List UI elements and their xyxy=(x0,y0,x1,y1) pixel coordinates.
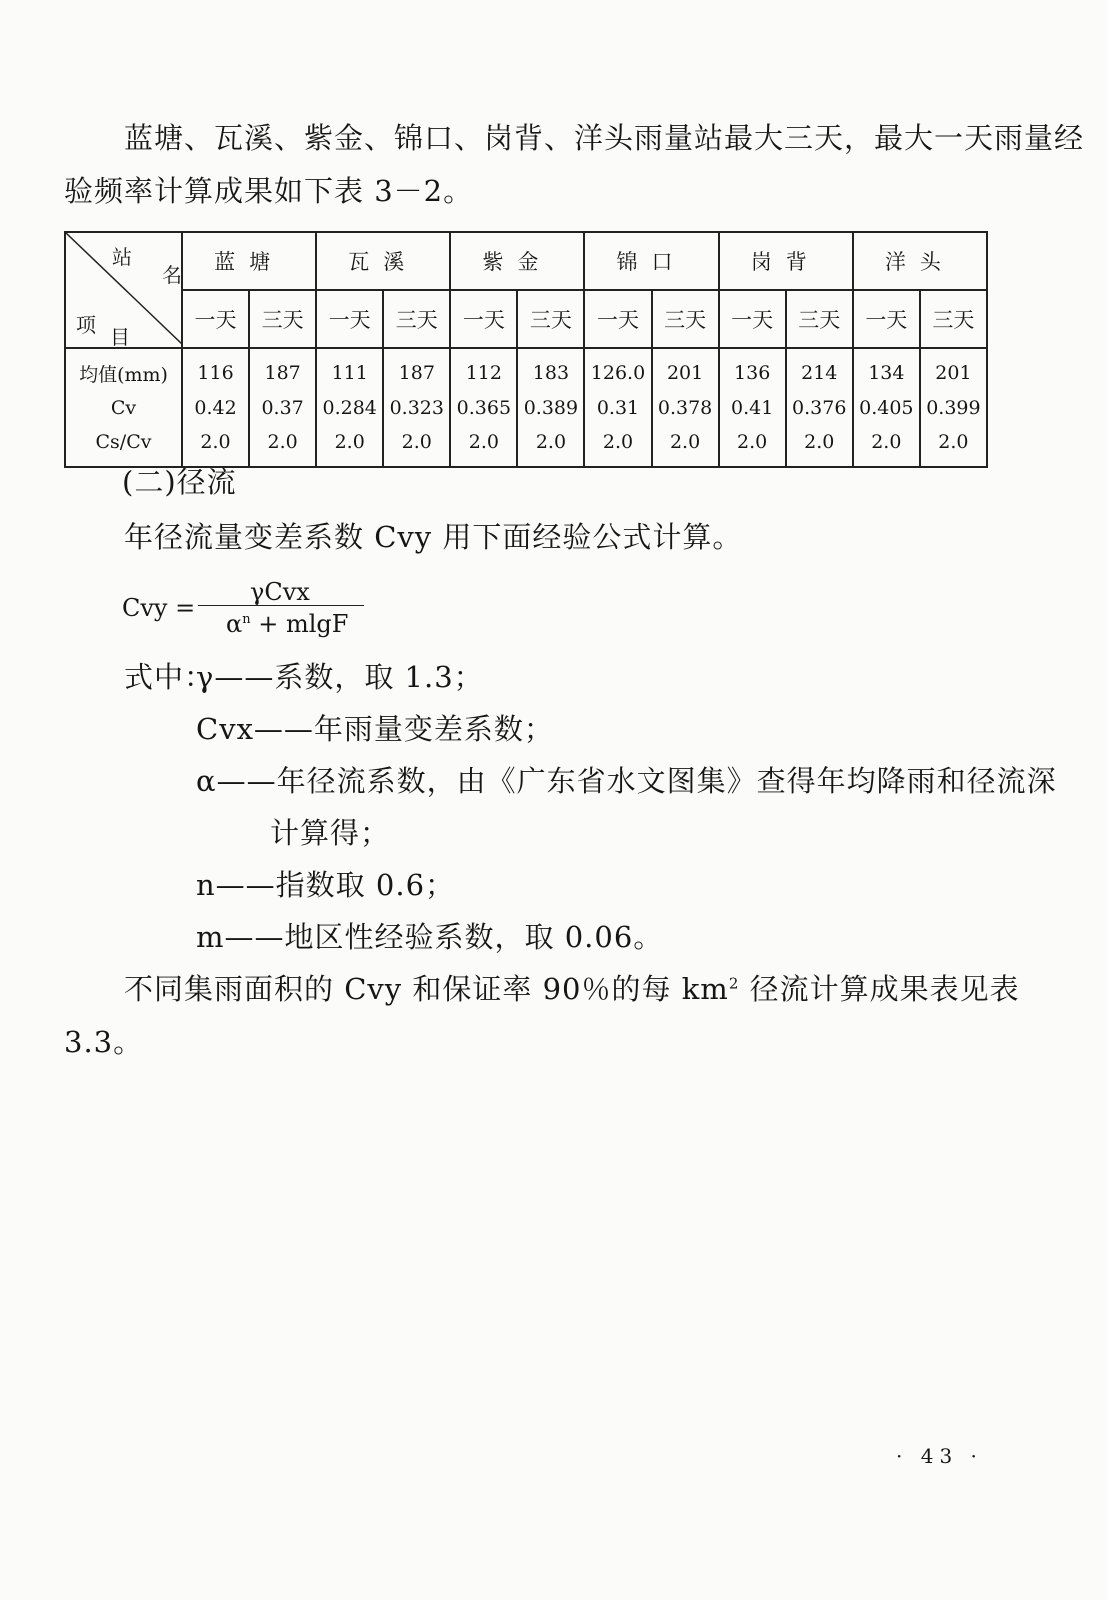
table-cell: 2.0 xyxy=(786,424,853,467)
table-cell: 0.37 xyxy=(249,391,316,424)
table-cell: 214 xyxy=(786,348,853,391)
definition-alpha: α——年径流系数，由《广东省水文图集》查得年均降雨和径流深 xyxy=(196,764,1057,798)
duration-header: 一天 xyxy=(853,290,920,348)
table-corner-cell xyxy=(65,232,196,349)
duration-header: 一天 xyxy=(584,290,651,348)
formula-exponent: n xyxy=(242,612,251,627)
table-cell: 2.0 xyxy=(249,424,316,467)
table-cell: 2.0 xyxy=(182,424,249,467)
formula-numerator: γCvx xyxy=(250,578,310,606)
table-cell: 2.0 xyxy=(383,424,450,467)
closing-line-2: 3.3。 xyxy=(64,1025,144,1059)
table-cell: 0.365 xyxy=(450,391,517,424)
table-cell: 0.42 xyxy=(182,391,249,424)
table-cell: 183 xyxy=(517,348,584,391)
table-cell: 2.0 xyxy=(920,424,987,467)
table-cell: 2.0 xyxy=(316,424,383,467)
table-cell: 116 xyxy=(182,348,249,391)
table-row-cv xyxy=(65,391,987,424)
table-cell: 0.31 xyxy=(584,391,651,424)
definition-alpha-cont: 计算得； xyxy=(270,816,391,850)
duration-header: 一天 xyxy=(182,290,249,348)
definition-gamma: γ——系数，取 1.3； xyxy=(196,660,484,694)
table-cell: 201 xyxy=(652,348,719,391)
definition-m: m——地区性经验系数，取 0.06。 xyxy=(196,920,664,954)
row-label: Cs/Cv xyxy=(65,424,182,467)
corner-label-item-2: 目 xyxy=(110,325,144,349)
table-cell: 0.284 xyxy=(316,391,383,424)
formula-rest: + mlgF xyxy=(250,610,349,638)
table-row-mean xyxy=(65,348,987,391)
intro-line-2: 验频率计算成果如下表 3－2。 xyxy=(64,174,474,208)
table-cell: 2.0 xyxy=(517,424,584,467)
table-cell: 0.41 xyxy=(719,391,786,424)
duration-header: 三天 xyxy=(786,290,853,348)
corner-label-item: 项 xyxy=(76,313,110,337)
table-cell: 0.399 xyxy=(920,391,987,424)
table-cell: 0.389 xyxy=(517,391,584,424)
table-cell: 112 xyxy=(450,348,517,391)
formula-denominator xyxy=(226,610,348,638)
row-label: 均值(mm) xyxy=(65,348,182,391)
definition-n: n——指数取 0.6； xyxy=(196,868,456,902)
closing-line-1 xyxy=(124,972,1020,1007)
row-label: Cv xyxy=(65,391,182,424)
section-heading: (二)径流 xyxy=(122,465,237,499)
station-header: 瓦溪 xyxy=(316,232,450,290)
duration-header: 一天 xyxy=(450,290,517,348)
station-header: 洋头 xyxy=(853,232,987,290)
definition-cvx: Cvx——年雨量变差系数； xyxy=(196,712,554,746)
station-header: 紫金 xyxy=(450,232,584,290)
table-cell: 136 xyxy=(719,348,786,391)
table-cell: 187 xyxy=(249,348,316,391)
cvy-formula xyxy=(122,578,382,648)
station-header: 锦口 xyxy=(584,232,718,290)
duration-header: 三天 xyxy=(920,290,987,348)
fraction-bar xyxy=(198,605,364,606)
duration-header: 三天 xyxy=(249,290,316,348)
table-cell: 2.0 xyxy=(853,424,920,467)
table-cell: 0.323 xyxy=(383,391,450,424)
formula-lhs: Cvy = xyxy=(122,594,196,622)
formula-alpha: α xyxy=(226,610,243,638)
duration-header: 一天 xyxy=(719,290,786,348)
table-cell: 201 xyxy=(920,348,987,391)
corner-label-station: 站 xyxy=(112,245,146,269)
table-cell: 2.0 xyxy=(450,424,517,467)
duration-header: 三天 xyxy=(652,290,719,348)
closing-text-b: 径流计算成果表见表 xyxy=(739,972,1020,1006)
duration-header-row xyxy=(65,290,987,348)
table-row-cs-cv xyxy=(65,424,987,467)
station-header-row xyxy=(65,232,987,290)
rainfall-frequency-table xyxy=(64,231,988,468)
formula-intro: 年径流量变差系数 Cvy 用下面经验公式计算。 xyxy=(124,520,743,554)
duration-header: 三天 xyxy=(517,290,584,348)
table-cell: 111 xyxy=(316,348,383,391)
corner-label-name: 名 xyxy=(162,263,196,287)
closing-superscript: 2 xyxy=(728,974,740,993)
table-cell: 2.0 xyxy=(584,424,651,467)
where-label: 式中： xyxy=(124,660,215,694)
table-cell: 2.0 xyxy=(652,424,719,467)
intro-line-1: 蓝塘、瓦溪、紫金、锦口、岗背、洋头雨量站最大三天，最大一天雨量经 xyxy=(124,121,1085,155)
table-cell: 134 xyxy=(853,348,920,391)
duration-header: 三天 xyxy=(383,290,450,348)
table-cell: 0.405 xyxy=(853,391,920,424)
station-header: 岗背 xyxy=(719,232,853,290)
closing-text-a: 不同集雨面积的 Cvy 和保证率 90％的每 km xyxy=(124,972,729,1006)
table-cell: 187 xyxy=(383,348,450,391)
table-cell: 2.0 xyxy=(719,424,786,467)
page-number: · 43 · xyxy=(896,1444,983,1468)
duration-header: 一天 xyxy=(316,290,383,348)
table-cell: 0.378 xyxy=(652,391,719,424)
station-header: 蓝塘 xyxy=(182,232,316,290)
table-cell: 0.376 xyxy=(786,391,853,424)
table-cell: 126.0 xyxy=(584,348,651,391)
